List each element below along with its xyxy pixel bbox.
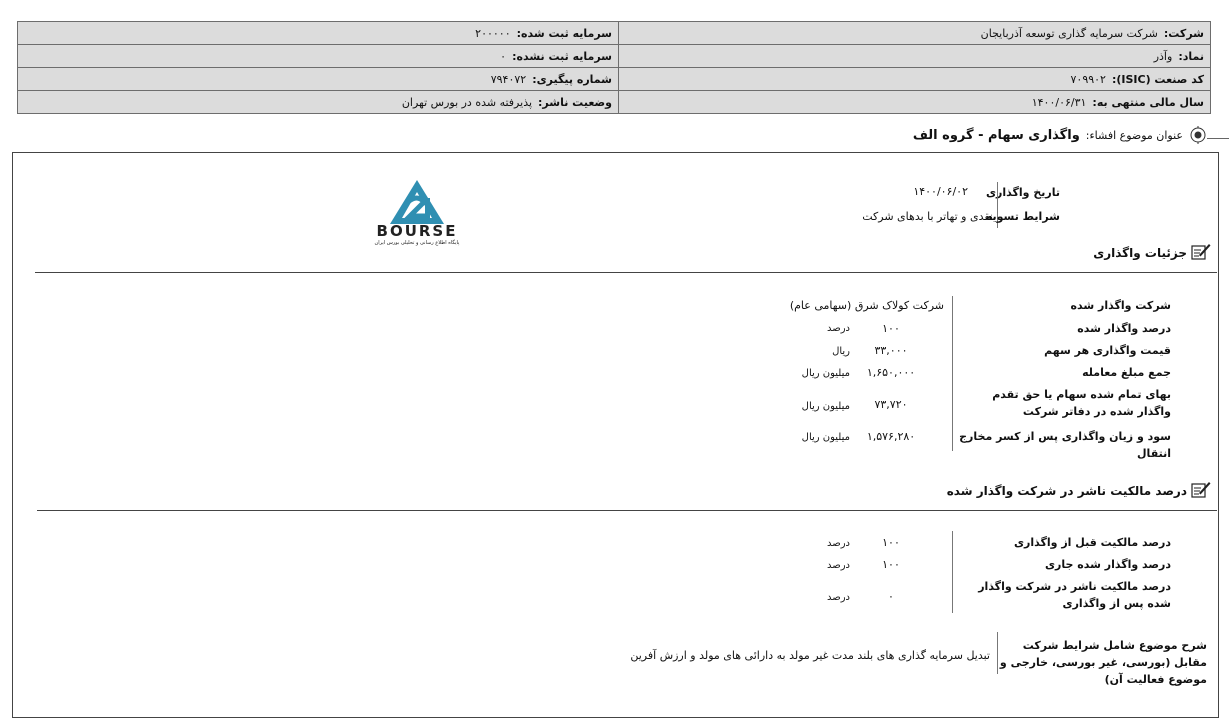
fiscal-cell (619, 91, 1211, 114)
ownership-value: ۰ (888, 590, 894, 603)
detail-value: ۷۳,۷۲۰ (874, 398, 908, 411)
settlement-terms-value: نقدی و تهاتر با بدهای شرکت (862, 210, 993, 223)
ownership-title: درصد مالکیت ناشر در شرکت واگذار شده (946, 483, 1187, 498)
ownership-value: ۱۰۰ (882, 536, 900, 549)
detail-unit: ریال (832, 346, 850, 357)
subject-line (913, 125, 1207, 145)
detail-label: جمع مبلغ معامله (1082, 366, 1171, 379)
detail-value: ۱,۵۷۶,۲۸۰ (866, 430, 916, 443)
ownership-unit: درصد (826, 560, 850, 571)
logo-tagline: پایگاه اطلاع رسانی و تحلیلی بورس ایران (374, 240, 460, 246)
capital-cell (18, 22, 619, 45)
header-row (18, 45, 1211, 68)
capital-label: سرمایه ثبت شده: (516, 26, 612, 40)
detail-unit: درصد (826, 323, 850, 334)
divider (952, 531, 953, 613)
company-label: شرکت: (1163, 26, 1204, 40)
header-info-table (17, 21, 1211, 114)
status-label: وضعیت ناشر: (538, 95, 612, 109)
details-title: جزئیات واگذاری (1093, 245, 1187, 260)
detail-unit: میلیون ریال (801, 401, 850, 412)
description-label: شرح موضوع شامل شرایط شرکت مقابل (بورسی، غیر بورسی، خارجی و موضوع فعالیت آن) (999, 639, 1207, 686)
ownership-label: درصد مالکیت قبل از واگذاری (1013, 536, 1171, 549)
company-value: شرکت سرمایه گذاری توسعه آذربایجان (980, 26, 1158, 40)
symbol-cell (619, 45, 1211, 68)
symbol-value: وآذر (1153, 49, 1173, 63)
company-cell (619, 22, 1211, 45)
transfer-date-value: ۱۴۰۰/۰۶/۰۲ (913, 185, 968, 198)
section-divider (35, 272, 1217, 273)
detail-label: سود و زیان واگذاری پس از کسر مخارج انتقال (959, 430, 1171, 460)
detail-label: درصد واگذار شده (1077, 322, 1171, 335)
header-row (18, 68, 1211, 91)
description-value: تبدیل سرمایه گذاری های بلند مدت غیر مولد به دارائی های مولد و ارزش آفرین (630, 649, 990, 662)
isic-value: ۷۰۹۹۰۲ (1070, 72, 1106, 86)
ownership-section-title (947, 480, 1211, 501)
edit-note-icon (1191, 242, 1211, 263)
detail-label: بهای تمام شده سهام یا حق تقدم واگذار شده در دفاتر شرکت (992, 388, 1171, 418)
symbol-label: نماد: (1178, 49, 1204, 63)
unreg-capital-label: سرمایه ثبت نشده: (512, 49, 612, 63)
status-value: پذیرفته شده در بورس تهران (401, 95, 533, 109)
header-row (18, 22, 1211, 45)
ownership-unit: درصد (826, 592, 850, 603)
edit-note-icon (1191, 480, 1211, 501)
detail-unit: میلیون ریال (801, 432, 850, 443)
subject-connector-line (1207, 138, 1229, 139)
bourse-logo (370, 178, 464, 250)
tracking-cell (18, 68, 619, 91)
ownership-value: ۱۰۰ (882, 558, 900, 571)
fiscal-label: سال مالی منتهی به: (1092, 95, 1204, 109)
tracking-value: ۷۹۴۰۷۲ (490, 72, 527, 86)
ownership-unit: درصد (826, 538, 850, 549)
detail-label: قیمت واگذاری هر سهم (1044, 344, 1171, 357)
target-icon (1189, 126, 1207, 144)
logo-text: BOURSE (376, 222, 458, 240)
ownership-label: درصد واگذار شده جاری (1044, 558, 1171, 571)
isic-label: کد صنعت (ISIC): (1111, 72, 1204, 86)
transfer-date-label: تاریخ واگذاری (985, 186, 1060, 199)
detail-value: ۱۰۰ (882, 322, 900, 335)
unreg-capital-value: ۰ (500, 49, 507, 63)
settlement-terms-label: شرایط تسویه (985, 210, 1060, 223)
fiscal-value: ۱۴۰۰/۰۶/۳۱ (1031, 95, 1087, 109)
details-section-title (1093, 242, 1211, 263)
transferred-company-label: شرکت واگذار شده (1070, 299, 1171, 312)
divider (997, 632, 998, 674)
isic-cell (619, 68, 1211, 91)
header-row (18, 91, 1211, 114)
capital-value: ۲۰۰۰۰۰ (475, 26, 511, 40)
subject-label: عنوان موضوع افشاء: (1085, 128, 1183, 142)
status-cell (18, 91, 619, 114)
detail-value: ۱,۶۵۰,۰۰۰ (866, 366, 916, 379)
tracking-label: شماره پیگیری: (532, 72, 612, 86)
ownership-label: درصد مالکیت ناشر در شرکت واگذار شده پس از واگذاری (978, 580, 1171, 610)
subject-title: واگذاری سهام - گروه الف (912, 127, 1080, 143)
detail-unit: میلیون ریال (801, 368, 850, 379)
section-divider (37, 510, 1217, 511)
transferred-company-value: شرکت کولاک شرق (سهامی عام) (789, 299, 944, 312)
unreg-capital-cell (18, 45, 619, 68)
detail-value: ۳۳,۰۰۰ (874, 344, 908, 357)
